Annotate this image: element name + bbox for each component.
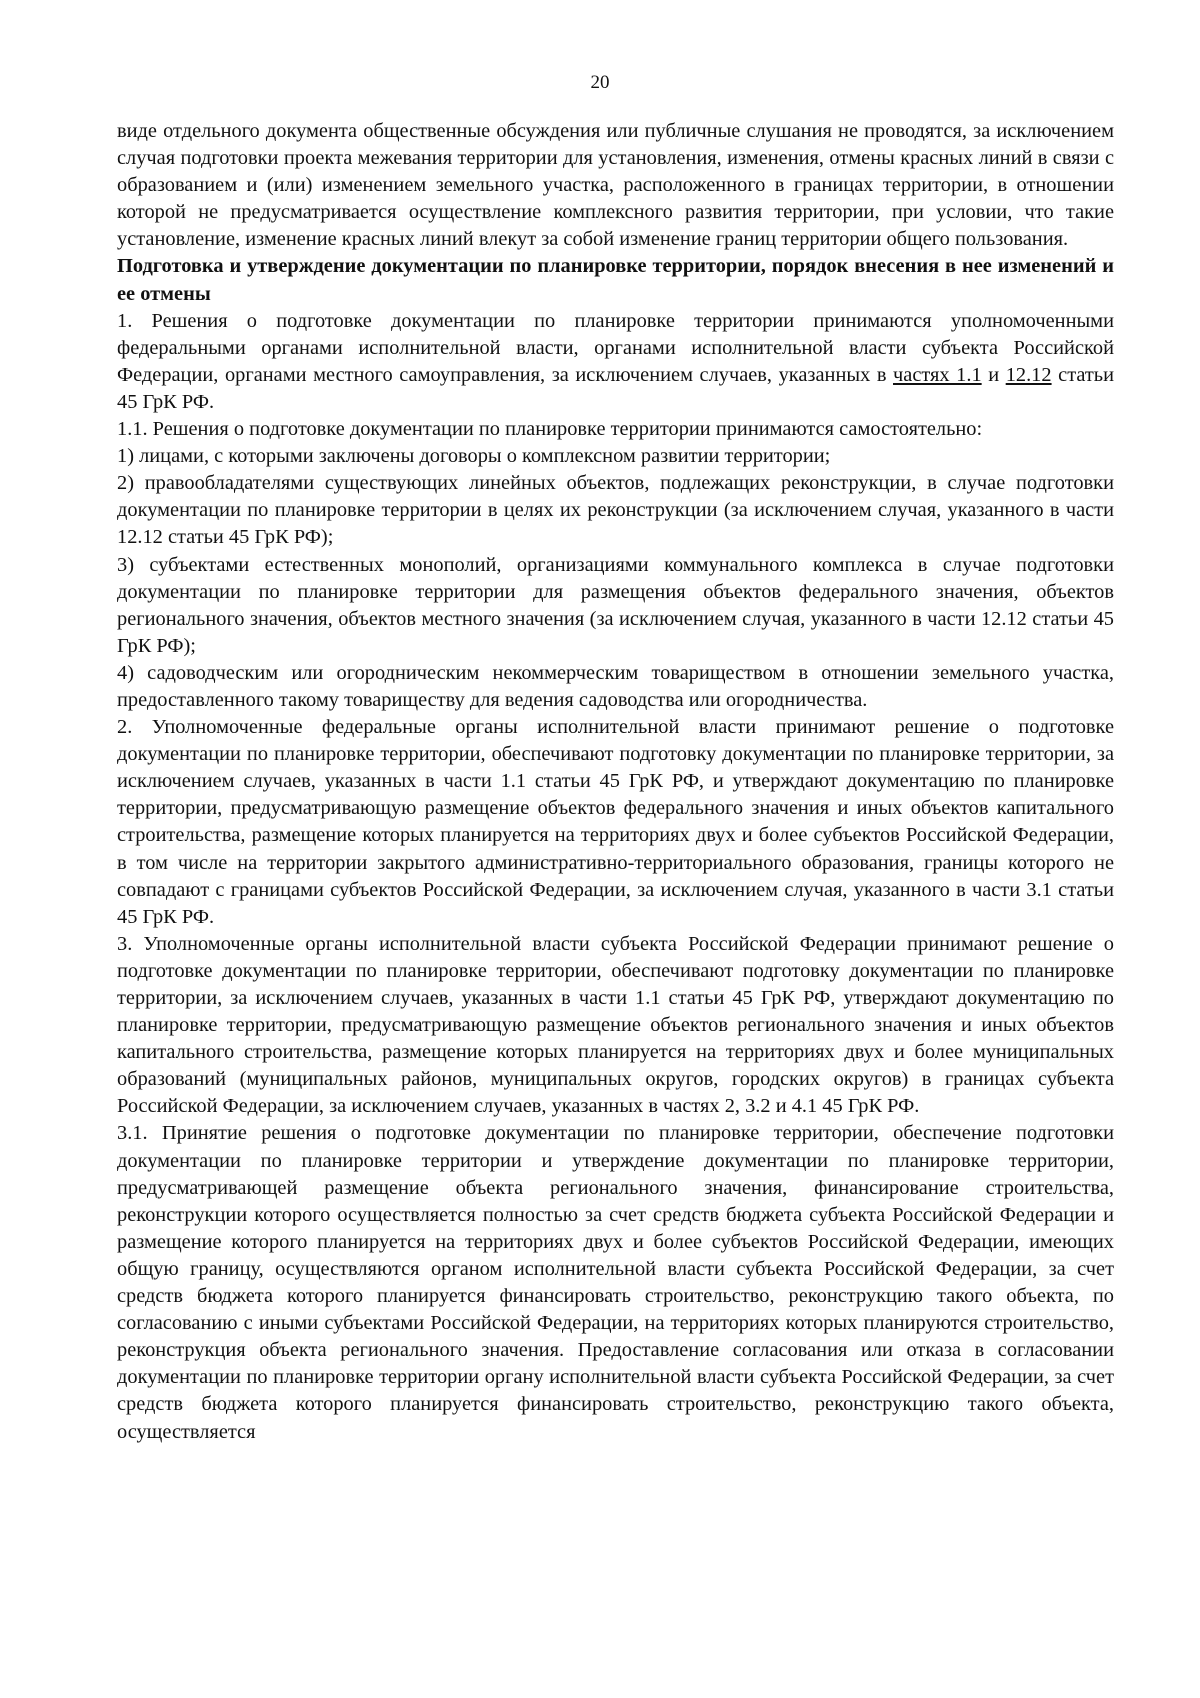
list-item-2: 2) правообладателями существующих линейных объектов, подлежащих реконструкции, в случае подготовки документации по планировке территории в целях их реконструкции (за исключением случая, указанного в части 12.12 статьи 45 ГрК РФ); [117,472,1114,549]
paragraph-continuation: виде отдельного документа общественные обсуждения или публичные слушания не проводятся, за исключением случая подготовки проекта межевания территории для установления, изменения, отмены красных линий в связи с образованием и (или) изменением земельного участка, расположенного в границах территории, в отношении которой не предусматривается осуществление комплексного развития территории, при условии, что такие установление, изменение красных линий влекут за собой изменение границ территории общего пользования. [117,120,1114,251]
link-parts-1-1[interactable]: частях 1.1 [893,363,982,386]
paragraph-item-1-conj: и [981,363,1006,386]
paragraph-item-1 [117,308,1114,416]
paragraph-item-3: 3. Уполномоченные органы исполнительной власти субъекта Российской Федерации принимают решение о подготовке документации по планировке территории, обеспечивают подготовку документации по планировке территории, за исключением случаев, указанных в части 1.1 статьи 45 ГрК РФ, утверждают документацию по планировке территории, предусматривающую размещение объектов регионального значения и иных объектов капитального строительства, размещение которых планируется на территориях двух и более муниципальных образований (муниципальных районов, муниципальных округов, городских округов) в границах субъекта Российской Федерации, за исключением случаев, указанных в частях 2, 3.2 и 4.1 45 ГрК РФ. [117,932,1114,1118]
link-part-12-12[interactable]: 12.12 [1005,363,1052,386]
list-item-4: 4) садоводческим или огородническим некоммерческим товариществом в отношении земельного участка, предоставленного такому товариществу для ведения садоводства или огородничества. [117,661,1114,711]
paragraph-item-3-1: 3.1. Принятие решения о подготовке документации по планировке территории, обеспечение подготовки документации по планировке территории и утверждение документации по планировке территории, предусматривающей размещение объекта регионального значения, финансирование строительства, реконструкции которого осуществляется полностью за счет средств бюджета субъекта Российской Федерации и размещение которого планируется на территориях двух и более субъектов Российской Федерации, имеющих общую границу, осуществляются органом исполнительной власти субъекта Российской Федерации, за счет средств бюджета которого планируется финансировать строительство, реконструкцию такого объекта, по согласованию с иными субъектами Российской Федерации, на территориях которых планируются строительство, реконструкция объекта регионального значения. Предоставление согласования или отказа в согласовании документации по планировке территории органу исполнительной власти субъекта Российской Федерации, за счет средств бюджета которого планируется финансировать строительство, реконструкцию такого объекта, осуществляется [117,1122,1114,1443]
page-number: 20 [590,72,610,93]
list-item-3: 3) субъектами естественных монополий, организациями коммунального комплекса в случае подготовки документации по планировке территории для размещения объектов федерального значения, объектов регионального значения, объектов местного значения (за исключением случая, указанного в части 12.12 статьи 45 ГрК РФ); [117,553,1114,657]
paragraph-item-2: 2. Уполномоченные федеральные органы исполнительной власти принимают решение о подготовке документации по планировке территории, обеспечивают подготовку документации по планировке территории, за исключением случаев, указанных в части 1.1 статьи 45 ГрК РФ, и утверждают документацию по планировке территории, предусматривающую размещение объектов федерального значения и иных объектов капитального строительства, размещение которых планируется на территориях двух и более субъектов Российской Федерации, в том числе на территории закрытого административно-территориального образования, границы которого не совпадают с границами субъектов Российской Федерации, за исключением случая, указанного в части 3.1 статьи 45 ГрК РФ. [117,716,1114,928]
paragraph-item-1-text: 1. Решения о подготовке документации по планировке территории принимаются уполномоченными федеральными органами исполнительной власти, органами исполнительной власти субъекта Российской Федерации, органами местного самоуправления, за исключением случаев, указанных в [117,309,1114,386]
section-heading: Подготовка и утверждение документации по планировке территории, порядок внесения в нее изменений и ее отмены [117,255,1114,305]
document-body [117,118,1114,1446]
paragraph-item-1-1: 1.1. Решения о подготовке документации по планировке территории принимаются самостоятельно: [117,418,983,441]
paragraph-item-1-end: статьи 45 ГрК РФ. [117,363,1114,413]
list-item-1: 1) лицами, с которыми заключены договоры о комплексном развитии территории; [117,445,831,468]
